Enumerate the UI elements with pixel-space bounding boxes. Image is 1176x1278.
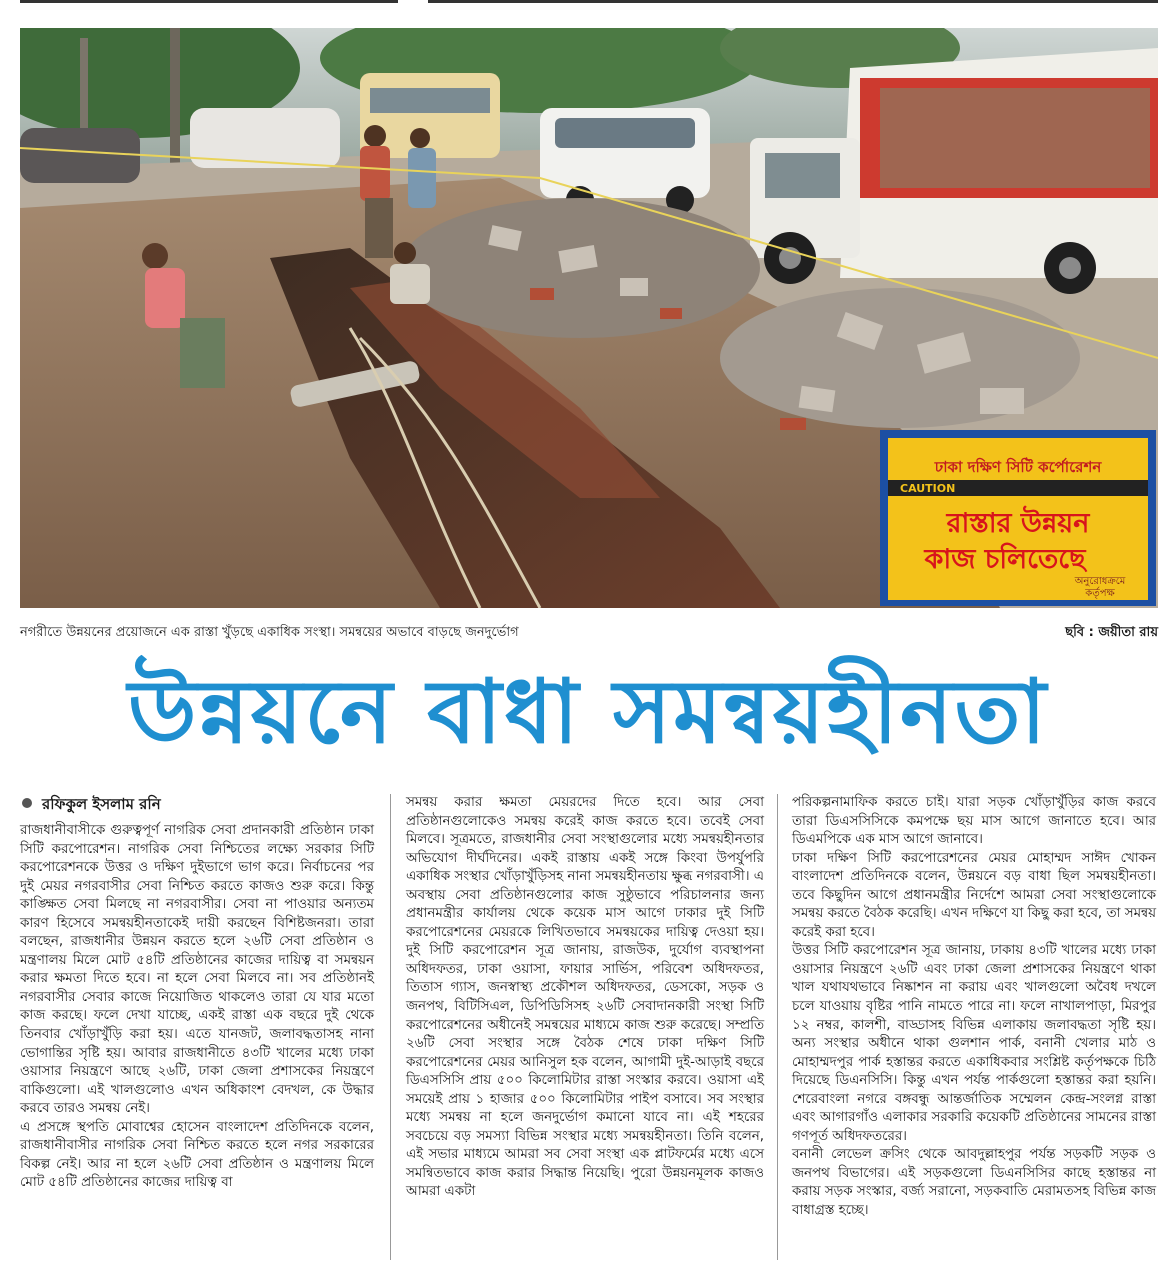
article-column-2 bbox=[406, 794, 764, 1202]
top-rule-left bbox=[20, 0, 398, 3]
byline bbox=[22, 793, 161, 815]
headline: উন্নয়নে বাধা সমন্বয়হীনতা bbox=[127, 660, 1049, 763]
sign-caution: CAUTION bbox=[900, 482, 956, 495]
column-divider-1 bbox=[390, 794, 391, 1260]
sign-footer2: কর্তৃপক্ষ bbox=[1085, 588, 1115, 599]
article-column-3 bbox=[792, 794, 1156, 1221]
paragraph: রাজধানীবাসীকে গুরুত্বপূর্ণ নাগরিক সেবা প্রদানকারী প্রতিষ্ঠান ঢাকা সিটি করপোরেশন। নাগরিক সেবা নিশ্চিতের লক্ষ্যে সরকার সিটি করপোরেশনকে উত্তর ও দক্ষিণ দুইভাগে ভাগ করে। নির্বাচনের পর দুই মেয়র নগরবাসীর সেবা নিশ্চিত করতে কাজও শুরু করে। কিন্তু কাঙ্ক্ষিত সেবা মিলছে না নগরবাসীর। সেবা না পাওয়ার অন্যতম কারণ হিসেবে সমন্বয়হীনতাকেই দায়ী করছেন বিশিষ্টজনরা। তারা বলছেন, রাজধানীর উন্নয়ন করতে হলে ২৬টি সেবা প্রতিষ্ঠান ও মন্ত্রণালয় মিলে মোট ৫৪টি প্রতিষ্ঠানের কাজের দায়িত্ব বা সমন্বয়ন করার ক্ষমতা দিতে হবে। না হলে সেবা মিলবে না। সব প্রতিষ্ঠানই নগরবাসীর সেবার কাজে নিয়োজিত থাকলেও তারা যে যার মতো কাজ করছে। ফলে দেখা যাচ্ছে, একই রাস্তা এক বছরে দুই থেকে তিনবার খোঁড়াখুঁড়ি করা হয়। এতে যানজট, জলাবদ্ধতাসহ নানা ভোগান্তির সৃষ্টি হয়। আবার রাজধানীতে ৪৩টি খালের মধ্যে ঢাকা ওয়াসার নিয়ন্ত্রণে আছে ২৬টি, ঢাকা জেলা প্রশাসকের নিয়ন্ত্রণে বাকিগুলো। এই খালগুলোও এখন অধিকাংশ বেদখল, কে উদ্ধার করবে তারও সমন্বয় নেই। bbox=[20, 823, 374, 1117]
photo-caption bbox=[20, 622, 1158, 644]
caption-text: নগরীতে উন্নয়নের প্রয়োজনে এক রাস্তা খুঁড়ছে একাধিক সংস্থা। সমন্বয়ের অভাবে বাড়ছে জনদুর্ভোগ bbox=[20, 625, 519, 640]
bullet-dot-icon bbox=[22, 798, 32, 808]
top-rule-right bbox=[428, 0, 1158, 3]
author-name: রফিকুল ইসলাম রনি bbox=[42, 795, 161, 813]
paragraph: সমন্বয় করার ক্ষমতা মেয়রদের দিতে হবে। আর সেবা প্রতিষ্ঠানগুলোকেও সমন্বয় করেই কাজ করতে হবে। তবেই সেবা মিলবে। সূত্রমতে, রাজধানীর সেবা সংস্থাগুলোর মধ্যে সমন্বয়হীনতার অভিযোগ দীর্ঘদিনের। একই রাস্তায় একই সঙ্গে কিংবা উপর্যুপরি একাধিক সংস্থার খোঁড়াখুঁড়িসহ নানা সমন্বয়হীনতায় ক্ষুব্ধ নগরবাসী। এ অবস্থায় সেবা প্রতিষ্ঠানগুলোর কাজ সুষ্ঠুভাবে পরিচালনার জন্য প্রধানমন্ত্রীর কার্যালয় থেকে কয়েক মাস আগে ঢাকার দুই সিটি করপোরেশনের মেয়রকে লিখিতভাবে সমন্বয়কের দায়িত্ব দেওয়া হয়। দুই সিটি করপোরেশন সূত্র জানায়, রাজউক, দুর্যোগ ব্যবস্থাপনা অধিদফতর, ঢাকা ওয়াসা, ফায়ার সার্ভিস, পরিবেশ অধিদফতর, তিতাস গ্যাস, জনস্বাস্থ্য প্রকৌশল অধিদফতর, ডেসকো, সড়ক ও জনপথ, বিটিসিএল, ডিপিডিসিসহ ২৬টি সেবাদানকারী সংস্থা সিটি করপোরেশনের অধীনেই সমন্বয়ের মাধ্যমে কাজ শুরু করেছে। সম্প্রতি ২৬টি সেবা সংস্থার সঙ্গে বৈঠক শেষে ঢাকা দক্ষিণ সিটি করপোরেশনের মেয়র আনিসুল হক বলেন, আগামী দুই-আড়াই বছরে ডিএসসিসি প্রায় ৫০০ কিলোমিটার রাস্তা সংস্কার করবে। ওয়াসা এই সময়েই প্রায় ১ হাজার ৫০০ কিলোমিটার পাইপ বসাবে। সব সংস্থার মধ্যে সমন্বয় না হলে জনদুর্ভোগ কমানো যাবে না। এই শহরের সবচেয়ে বড় সমস্যা বিভিন্ন সংস্থার মধ্যে সমন্বয়হীনতা। তিনি বলেন, এই সভার মাধ্যমে আমরা সব সেবা সংস্থা এক প্লাটফর্মের মধ্যে এসে সমন্বিতভাবে কাজ করার সিদ্ধান্ত নিয়েছি। পুরো উন্নয়নমূলক কাজও আমরা একটা bbox=[406, 795, 764, 1200]
paragraph: উত্তর সিটি করপোরেশন সূত্র জানায়, ঢাকায় ৪৩টি খালের মধ্যে ঢাকা ওয়াসার নিয়ন্ত্রণে ২৬টি এবং ঢাকা জেলা প্রশাসকের নিয়ন্ত্রণে থাকা খাল যথাযথভাবে নিষ্কাশন না করায় এবং খালগুলো অবৈধ দখলে চলে যাওয়ায় বৃষ্টির পানি নামতে পারে না। ফলে নাখালপাড়া, মিরপুর ১২ নম্বর, কালশী, বাড্ডাসহ বিভিন্ন এলাকায় জলাবদ্ধতা সৃষ্টি হয়। অন্য সংস্থার অধীনে থাকা গুলশান পার্ক, বনানী খেলার মাঠ ও মোহাম্মদপুর পার্ক হস্তান্তর করতে একাধিকবার সংশ্লিষ্ট কর্তৃপক্ষকে চিঠি দিয়েছে ডিএনসিসি। কিন্তু এখন পর্যন্ত পার্কগুলো হস্তান্তর করা হয়নি। শেরেবাংলা নগরে বঙ্গবন্ধু আন্তর্জাতিক সম্মেলন কেন্দ্র-সংলগ্ন রাস্তা এবং আগারগাঁও এলাকার সরকারি কয়েকটি প্রতিষ্ঠানের সামনের রাস্তা গণপূর্ত অধিদফতরের। bbox=[792, 943, 1156, 1144]
roadwork-sign bbox=[880, 430, 1156, 606]
column-divider-2 bbox=[777, 794, 778, 1260]
article-column-1 bbox=[20, 822, 374, 1193]
sign-line3: কাজ চলিতেছে bbox=[924, 544, 1086, 575]
sign-line2: রাস্তার উন্নয়ন bbox=[946, 508, 1090, 539]
paragraph: ঢাকা দক্ষিণ সিটি করপোরেশনের মেয়র মোহাম্মদ সাঈদ খোকন বাংলাদেশ প্রতিদিনকে বলেন, উন্নয়নে বড় বাধা ছিল সমন্বয়হীনতা। তবে কিছুদিন আগে প্রধানমন্ত্রীর নির্দেশে আমরা সেবা সংস্থাগুলোকে সমন্বয় করতে বৈঠক করেছি। এখন দক্ষিণে যা কিছু করা হবে, তা সমন্বয় করেই করা হবে। bbox=[792, 850, 1156, 940]
photo-credit: ছবি : জয়ীতা রায় bbox=[1065, 625, 1158, 640]
news-photo bbox=[20, 28, 1158, 608]
sign-line1: ঢাকা দক্ষিণ সিটি কর্পোরেশন bbox=[934, 458, 1102, 476]
paragraph: বনানী লেভেল ক্রসিং থেকে আবদুল্লাহপুর পর্যন্ত সড়কটি সড়ক ও জনপথ বিভাগের। এই সড়কগুলো ডিএনসিসির কাছে হস্তান্তর না করায় সড়ক সংস্কার, বর্জ্য সরানো, সড়কবাতি মেরামতসহ বিভিন্ন কাজ বাধাগ্রস্ত হচ্ছে। bbox=[792, 1147, 1156, 1219]
sign-footer1: অনুরোধক্রমে bbox=[1074, 576, 1126, 587]
road-excavation-photo bbox=[20, 28, 1158, 608]
paragraph: এ প্রসঙ্গে স্থপতি মোবাশ্বের হোসেন বাংলাদেশ প্রতিদিনকে বলেন, রাজধানীবাসীর নাগরিক সেবা নিশ্চিত করতে হলে নগর সরকারের বিকল্প নেই। আর না হলে ২৬টি সেবা প্রতিষ্ঠান ও মন্ত্রণালয় মিলে মোট ৫৪টি প্রতিষ্ঠানের কাজের দায়িত্ব বা bbox=[20, 1119, 374, 1191]
paragraph: পরিকল্পনামাফিক করতে চাই। যারা সড়ক খোঁড়াখুঁড়ির কাজ করবে তারা ডিএসসিসিকে কমপক্ষে ছয় মাস আগে জানাতে হবে। আর ডিএমপিকে এক মাস আগে জানাবে। bbox=[792, 795, 1156, 848]
